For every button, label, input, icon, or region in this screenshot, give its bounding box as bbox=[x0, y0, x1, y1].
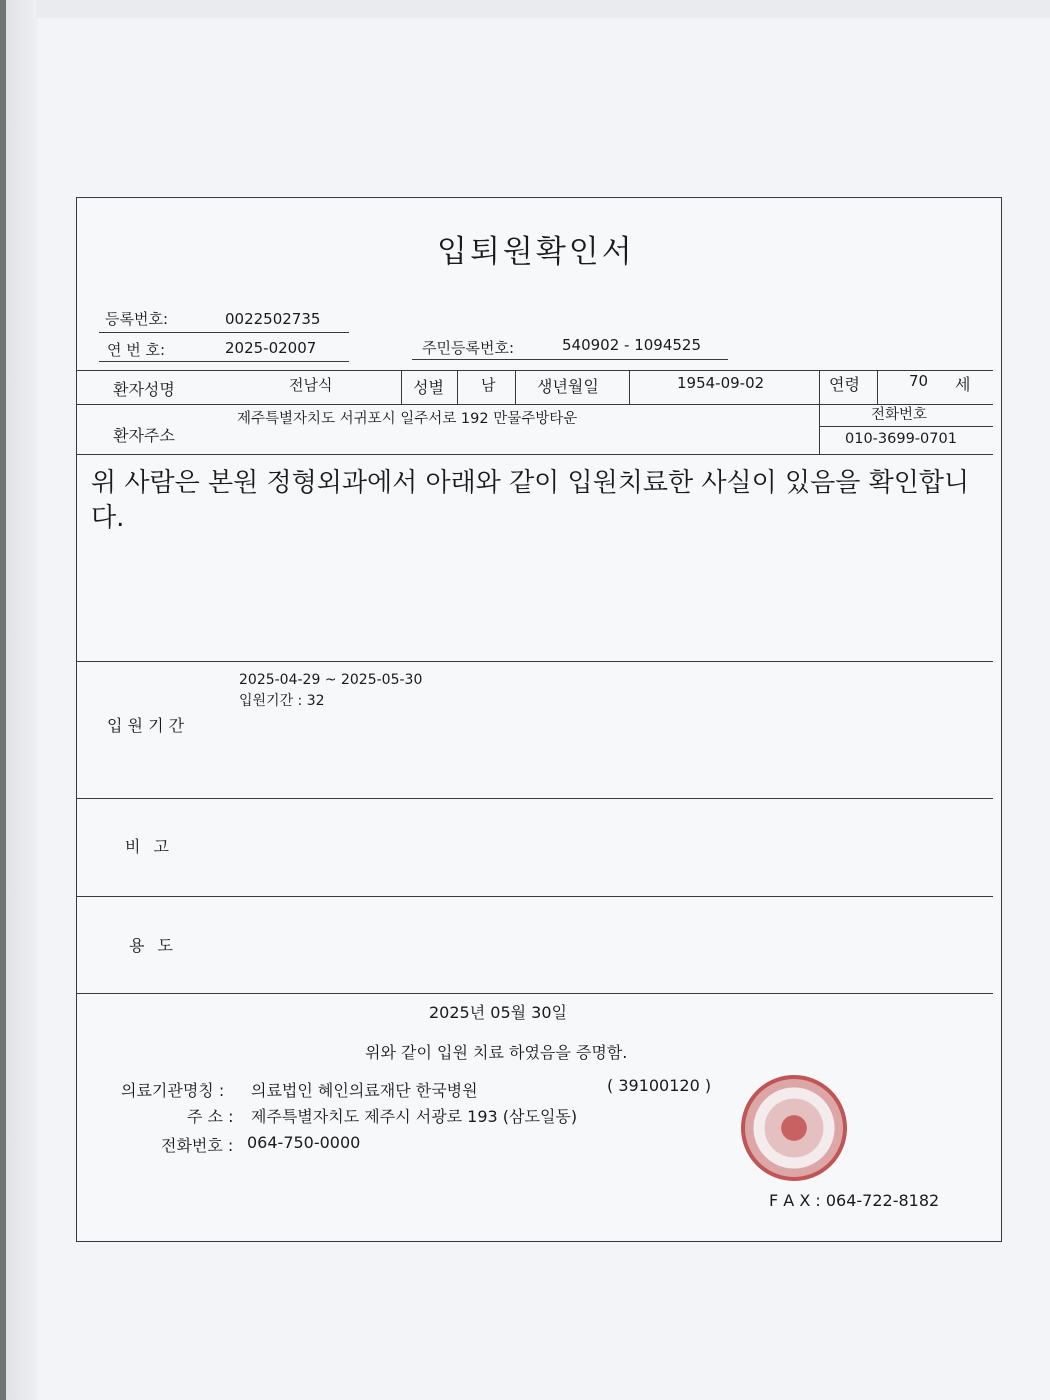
admission-label: 입 원 기 간 bbox=[107, 716, 185, 735]
certify-text: 위와 같이 입원 치료 하였음을 증명함. bbox=[365, 1043, 628, 1062]
patient-phone-label: 전화번호 bbox=[871, 407, 928, 423]
hospital-seal-icon bbox=[741, 1075, 847, 1181]
col-divider bbox=[401, 370, 402, 404]
patient-age: 70 bbox=[909, 372, 929, 390]
fax-number: F A X : 064-722-8182 bbox=[769, 1191, 940, 1210]
patient-name: 전남식 bbox=[289, 376, 333, 394]
remarks-label: 비 고 bbox=[125, 837, 173, 856]
patient-row-top bbox=[77, 370, 993, 371]
purpose-row-top bbox=[77, 896, 993, 897]
issue-date: 2025년 05월 30일 bbox=[429, 1003, 567, 1022]
patient-phone: 010-3699-0701 bbox=[845, 431, 957, 447]
serial-number: 2025-02007 bbox=[225, 339, 317, 357]
patient-row-bottom bbox=[77, 454, 993, 455]
resident-label: 주민등록번호: bbox=[422, 339, 514, 357]
hospital-phone: 064-750-0000 bbox=[247, 1133, 361, 1152]
hospital-address: 제주특별자치도 제주시 서광로 193 (삼도일동) bbox=[251, 1107, 578, 1126]
admission-period: 2025-04-29 ~ 2025-05-30 bbox=[239, 672, 423, 688]
paper-edge bbox=[6, 0, 38, 1400]
patient-address: 제주특별자치도 서귀포시 일주서로 192 만물주방타운 bbox=[237, 411, 578, 427]
patient-age-unit: 세 bbox=[955, 375, 971, 394]
document-title: 입퇴원확인서 bbox=[437, 234, 635, 270]
registration-underline bbox=[99, 332, 349, 333]
admission-row-top bbox=[77, 661, 993, 662]
remarks-row-top bbox=[77, 798, 993, 799]
institution-name: 의료법인 혜인의료재단 한국병원 bbox=[251, 1081, 478, 1100]
footer-row-top bbox=[77, 993, 993, 994]
patient-sex: 남 bbox=[481, 376, 496, 394]
admission-days: 입원기간 : 32 bbox=[239, 693, 325, 709]
patient-address-label: 환자주소 bbox=[113, 426, 175, 445]
col-divider bbox=[629, 370, 630, 404]
col-divider bbox=[515, 370, 516, 404]
patient-birth-label: 생년월일 bbox=[537, 377, 599, 396]
patient-sex-label: 성별 bbox=[413, 378, 444, 397]
col-divider bbox=[819, 370, 820, 454]
patient-age-label: 연령 bbox=[829, 375, 860, 394]
serial-label: 연 번 호: bbox=[107, 341, 166, 359]
patient-birth: 1954-09-02 bbox=[677, 374, 765, 392]
resident-underline bbox=[412, 359, 728, 360]
col-divider bbox=[877, 370, 878, 404]
institution-label: 의료기관명칭 : bbox=[121, 1081, 225, 1100]
phone-divider bbox=[819, 426, 993, 427]
hospital-address-label: 주 소 : bbox=[187, 1107, 234, 1126]
patient-row-mid bbox=[77, 404, 993, 405]
serial-underline bbox=[99, 361, 349, 362]
patient-name-label: 환자성명 bbox=[113, 380, 175, 399]
institution-code: ( 39100120 ) bbox=[607, 1076, 712, 1095]
certificate-form bbox=[76, 197, 1002, 1242]
registration-label: 등록번호: bbox=[105, 310, 169, 328]
hospital-phone-label: 전화번호 : bbox=[161, 1136, 234, 1155]
registration-number: 0022502735 bbox=[225, 310, 321, 328]
col-divider bbox=[457, 370, 458, 404]
purpose-label: 용 도 bbox=[129, 936, 177, 955]
statement-text: 위 사람은 본원 정형외과에서 아래와 같이 입원치료한 사실이 있음을 확인합니다. bbox=[91, 468, 970, 533]
resident-number: 540902 - 1094525 bbox=[562, 336, 702, 354]
paper-top-edge bbox=[36, 0, 1050, 18]
